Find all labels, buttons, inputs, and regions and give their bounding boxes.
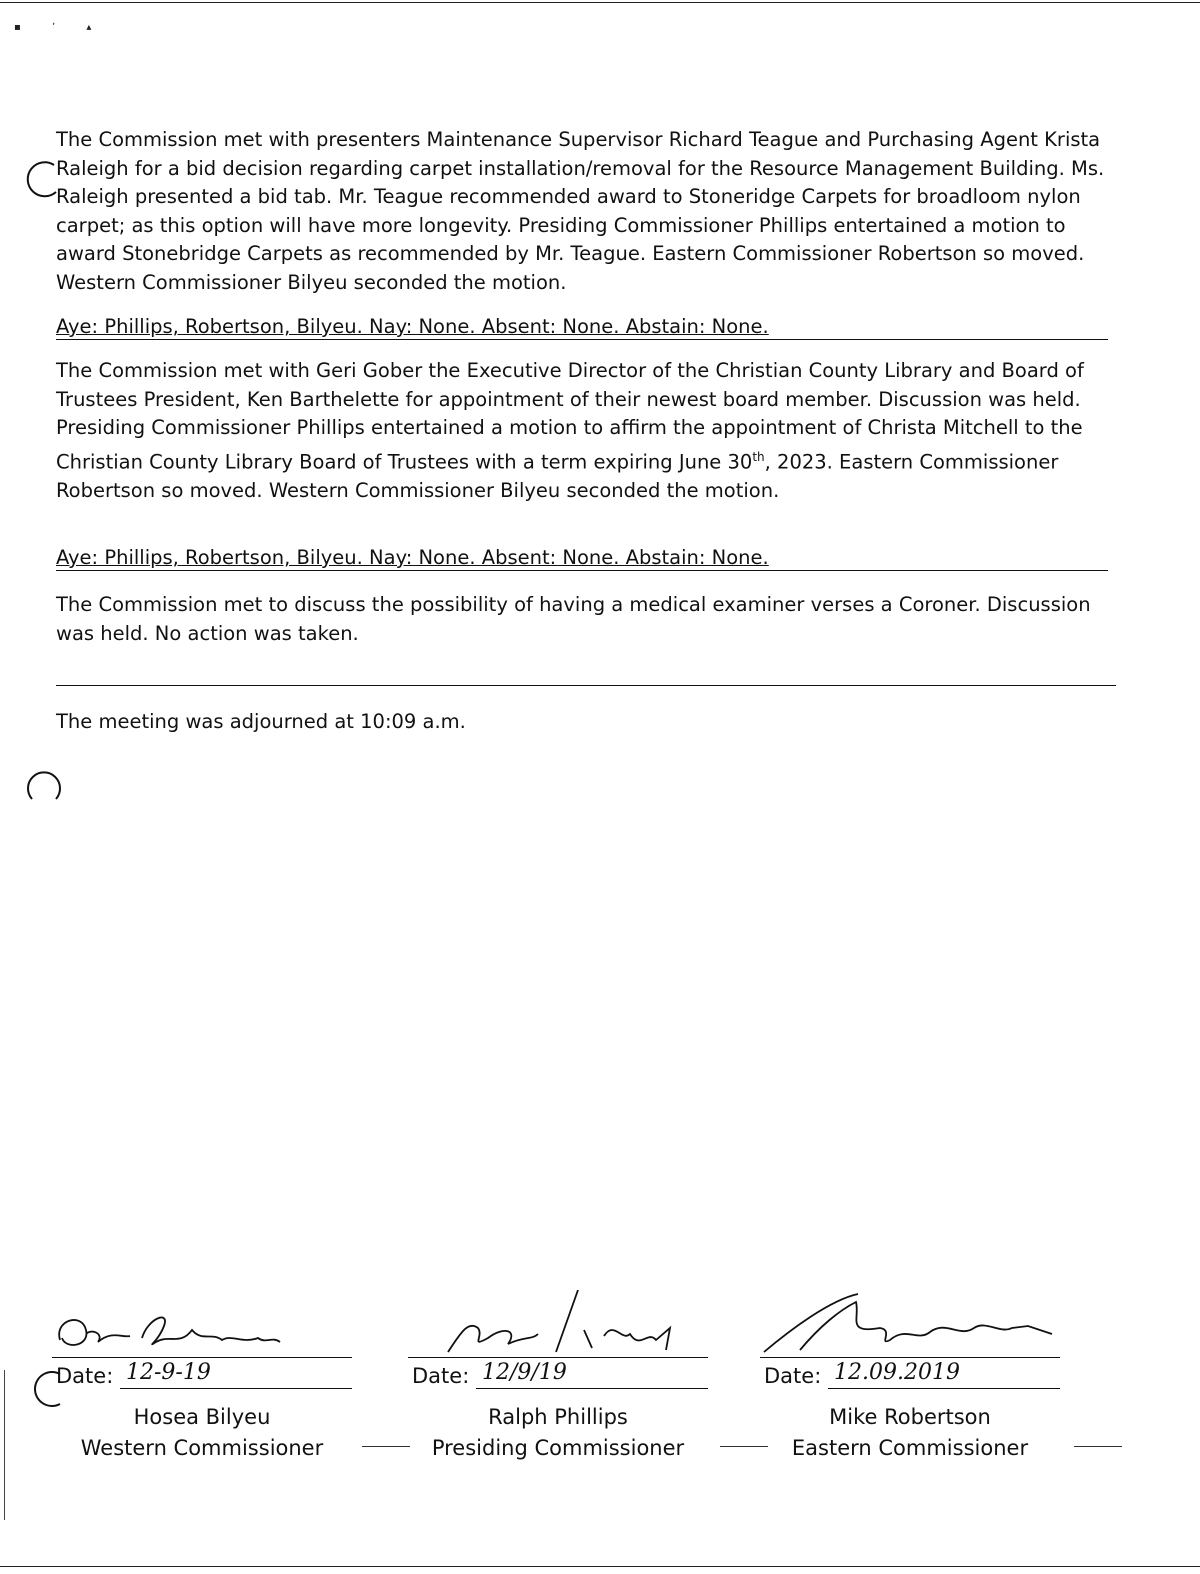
signer-name: Ralph Phillips xyxy=(488,1405,628,1429)
signature-block-phillips xyxy=(408,1290,708,1464)
minutes-paragraph-medical-examiner: The Commission met to discuss the possibility of having a medical examiner verses a Coroner. Discussion was held. No action was taken. xyxy=(56,593,1091,645)
name-separator-dash xyxy=(362,1446,410,1447)
date-label: Date: xyxy=(764,1364,822,1388)
signer-title: Presiding Commissioner xyxy=(431,1436,685,1460)
signer-title: Western Commissioner xyxy=(80,1436,324,1460)
hole-punch-mark-middle xyxy=(22,767,66,807)
name-separator-dash xyxy=(720,1446,768,1447)
signed-date: 12-9-19 xyxy=(120,1360,352,1389)
signature-block-robertson xyxy=(760,1290,1060,1464)
handwritten-signature-phillips xyxy=(408,1290,708,1360)
signed-date: 12/9/19 xyxy=(476,1360,708,1389)
signature-block-bilyeu xyxy=(52,1290,352,1464)
vote-record-library-board: Aye: Phillips, Robertson, Bilyeu. Nay: None. Absent: None. Abstain: None. xyxy=(56,546,1108,571)
scan-specks: ▪ ʼ ▴ xyxy=(14,22,106,33)
minutes-paragraph-library-board: The Commission met with Geri Gober the Executive Director of the Christian County Library and Board of Trustees President, Ken Barthelette for appointment of their newest board member. Discussion was held. Presiding Commissioner Phillips entertained a motion to affirm the appointment of Christa Mitchell to the Christian County Library Board of Trustees with a term expiring June 30th, 2023. Eastern Commissioner Robertson so moved. Western Commissioner Bilyeu seconded the motion. xyxy=(56,359,1084,502)
handwritten-signature-bilyeu xyxy=(52,1290,352,1360)
minutes-paragraph-carpet-bid: The Commission met with presenters Maintenance Supervisor Richard Teague and Purchasing Agent Krista Raleigh for a bid decision regarding carpet installation/removal for the Resource Management Building. Ms. Raleigh presented a bid tab. Mr. Teague recommended award to Stoneridge Carpets for broadloom nylon carpet; as this option will have more longevity. Presiding Commissioner Phillips entertained a motion to award Stonebridge Carpets as recommended by Mr. Teague. Eastern Commissioner Robertson so moved. Western Commissioner Bilyeu seconded the motion. xyxy=(56,128,1105,294)
section-divider xyxy=(56,685,1116,686)
date-label: Date: xyxy=(412,1364,470,1388)
left-margin-line xyxy=(4,1370,5,1520)
bottom-border xyxy=(0,1566,1200,1567)
name-separator-dash xyxy=(1074,1446,1122,1447)
signer-name: Hosea Bilyeu xyxy=(133,1405,271,1429)
vote-record-carpet-bid: Aye: Phillips, Robertson, Bilyeu. Nay: None. Absent: None. Abstain: None. xyxy=(56,315,1108,340)
signer-title: Eastern Commissioner xyxy=(791,1436,1029,1460)
adjournment-note: The meeting was adjourned at 10:09 a.m. xyxy=(56,710,466,733)
top-border xyxy=(0,2,1200,3)
date-label: Date: xyxy=(56,1364,114,1388)
handwritten-signature-robertson xyxy=(760,1290,1060,1360)
signed-date: 12.09.2019 xyxy=(828,1360,1060,1389)
signer-name: Mike Robertson xyxy=(829,1405,991,1429)
